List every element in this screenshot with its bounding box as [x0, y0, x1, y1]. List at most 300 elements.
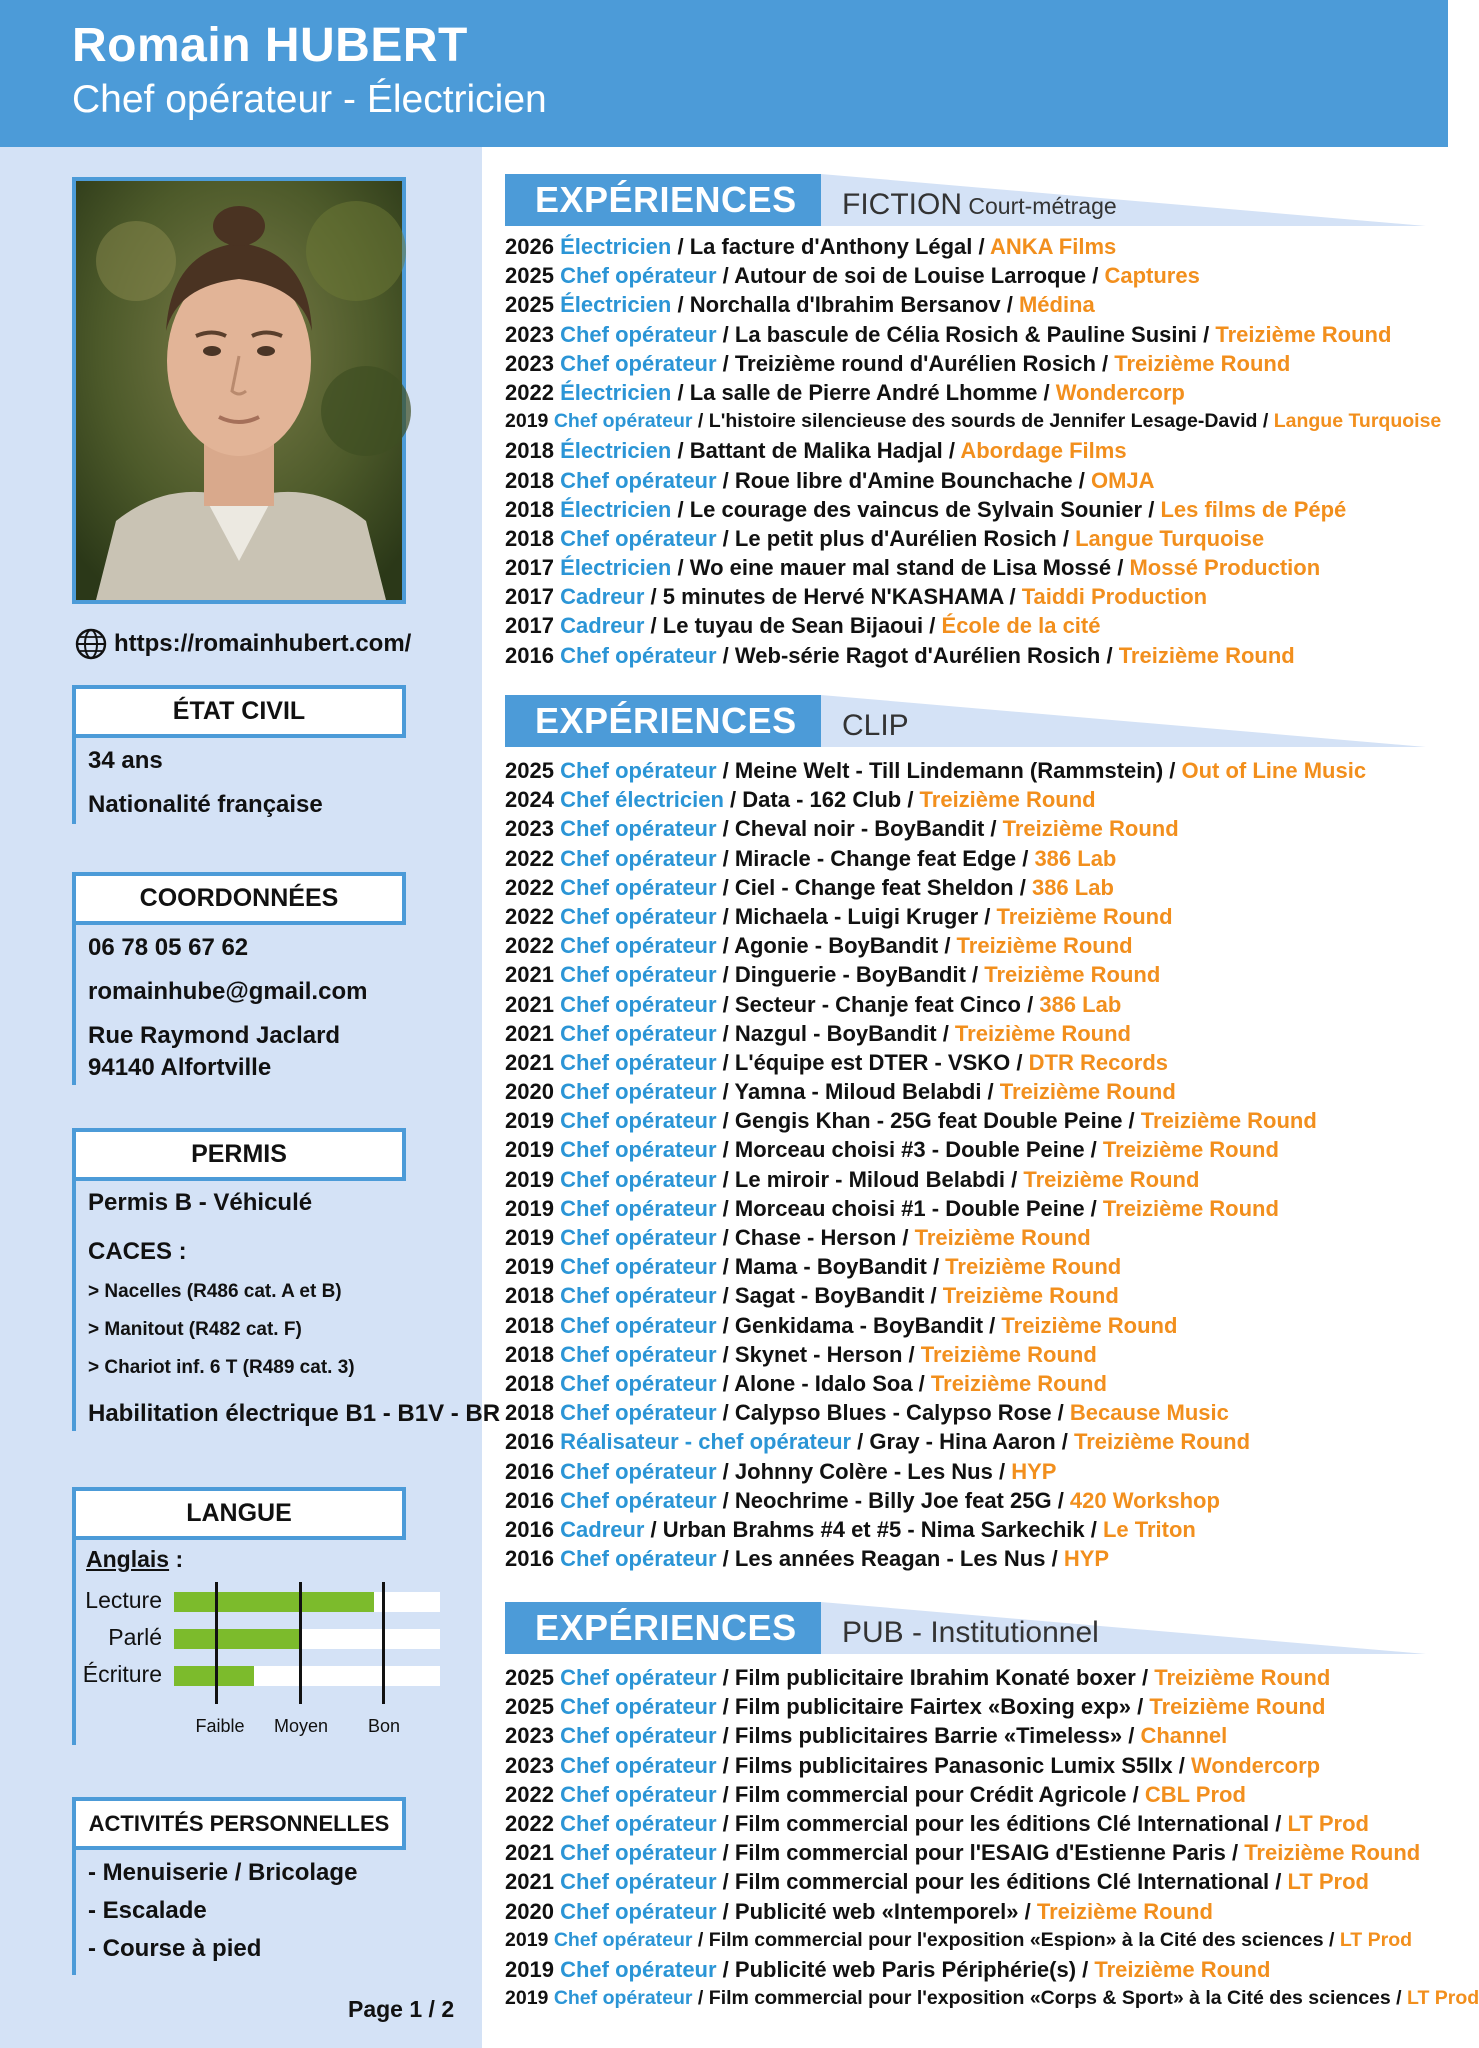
experience-row: [505, 1780, 1479, 1809]
separator: /: [1045, 1546, 1064, 1572]
category-sub: Court-métrage: [962, 193, 1117, 219]
experience-role: Chef opérateur: [560, 1254, 717, 1280]
separator: /: [1225, 1840, 1245, 1866]
separator: /: [716, 1869, 735, 1895]
experience-title: Morceau choisi #3 - Double Peine: [734, 1137, 1085, 1163]
experience-title: Le miroir - Miloud Belabdi: [734, 1166, 1006, 1192]
experience-title: La bascule de Célia Rosich & Pauline Susini: [734, 321, 1198, 347]
experience-production: Channel: [1140, 1723, 1228, 1749]
separator: /: [716, 962, 735, 988]
experience-production: Treizième Round: [1002, 816, 1179, 842]
separator: /: [1086, 263, 1105, 289]
experience-row: [505, 1427, 1366, 1456]
separator: /: [716, 816, 735, 842]
experience-row: [505, 1252, 1366, 1281]
separator: /: [716, 991, 735, 1017]
separator: /: [716, 525, 735, 551]
experience-row: [505, 1457, 1366, 1486]
experience-year: 2022: [505, 903, 554, 929]
heading-label: EXPÉRIENCES: [505, 174, 821, 226]
experience-year: 2021: [505, 1840, 554, 1866]
experience-year: 2023: [505, 1723, 554, 1749]
separator: /: [901, 787, 920, 813]
separator: /: [1323, 1928, 1340, 1951]
experience-year: 2023: [505, 1752, 554, 1778]
experience-year: 2022: [505, 874, 554, 900]
category-main: FICTION: [842, 188, 962, 221]
experience-production: Treizième Round: [945, 1254, 1122, 1280]
experience-production: 386 Lab: [1031, 874, 1114, 900]
experience-role: Chef opérateur: [560, 642, 717, 668]
experience-production: Because Music: [1069, 1400, 1229, 1426]
experience-year: 2022: [505, 1810, 554, 1836]
experience-production: Treizième Round: [1073, 1429, 1251, 1455]
experience-production: Treizième Round: [996, 903, 1173, 929]
experience-role: Chef opérateur: [560, 1312, 717, 1338]
experience-year: 2018: [505, 1312, 554, 1338]
separator: /: [716, 1166, 735, 1192]
experience-row: [505, 1340, 1366, 1369]
experience-year: 2025: [505, 292, 554, 318]
experience-row: [505, 611, 1441, 640]
experience-row: [505, 495, 1441, 524]
experience-year: 2022: [505, 933, 554, 959]
separator: /: [1000, 292, 1019, 318]
experience-production: Mossé Production: [1129, 555, 1321, 581]
experience-year: 2019: [505, 1956, 554, 1982]
experience-role: Chef opérateur: [560, 1694, 717, 1720]
experience-production: 386 Lab: [1034, 845, 1117, 871]
separator: /: [1003, 584, 1022, 610]
experience-title: Yamna - Miloud Belabdi: [734, 1079, 982, 1105]
permis-heading: PERMIS: [72, 1128, 406, 1181]
experience-list-pub: [505, 1663, 1479, 2013]
experience-production: Treizième Round: [930, 1370, 1107, 1396]
separator: /: [1018, 1898, 1037, 1924]
separator: /: [671, 438, 690, 464]
separator: /: [1172, 1752, 1191, 1778]
activity-item: - Course à pied: [88, 1935, 262, 1962]
separator: /: [716, 350, 735, 376]
experience-title: Treizième round d'Aurélien Rosich: [734, 350, 1096, 376]
experience-year: 2019: [505, 410, 549, 433]
separator: /: [1131, 1694, 1150, 1720]
separator: /: [926, 1254, 946, 1280]
experience-year: 2021: [505, 1049, 554, 1075]
separator: /: [716, 467, 735, 493]
experience-title: Le tuyau de Sean Bijaoui: [662, 613, 924, 639]
experience-role: Chef opérateur: [560, 1546, 717, 1572]
experience-title: Web-série Ragot d'Aurélien Rosich: [734, 642, 1101, 668]
separator: /: [1122, 1108, 1141, 1134]
experience-role: Chef opérateur: [560, 1370, 717, 1396]
experience-row: [505, 1281, 1366, 1310]
experience-row: [505, 1751, 1479, 1780]
experience-role: Chef opérateur: [560, 1869, 717, 1895]
experience-title: Skynet - Herson: [734, 1341, 903, 1367]
experience-year: 2018: [505, 1283, 554, 1309]
separator: /: [723, 787, 743, 813]
experience-production: Treizième Round: [942, 1283, 1119, 1309]
experience-title: La salle de Pierre André Lhomme: [689, 379, 1038, 405]
experience-title: Dinguerie - BoyBandit: [734, 962, 966, 988]
experience-row: [505, 1867, 1479, 1896]
section-bar: [72, 1181, 76, 1431]
separator: /: [1390, 1987, 1407, 2010]
experience-role: Chef opérateur: [560, 845, 717, 871]
separator: /: [924, 1283, 943, 1309]
caces-item: > Manitout (R482 cat. F): [88, 1319, 302, 1340]
experience-title: Films publicitaires Barrie «Timeless»: [734, 1723, 1123, 1749]
experience-row: [505, 1048, 1366, 1077]
experience-title: La facture d'Anthony Légal: [689, 234, 973, 259]
separator: /: [1051, 1487, 1070, 1513]
experience-role: Cadreur: [560, 1516, 645, 1542]
activites-heading: ACTIVITÉS PERSONNELLES: [72, 1797, 406, 1850]
experience-row: [505, 436, 1441, 465]
experience-role: Chef opérateur: [553, 1987, 693, 2010]
experience-title: Alone - Idalo Soa: [734, 1370, 913, 1396]
etat-civil-heading: ÉTAT CIVIL: [72, 685, 406, 738]
experience-title: Norchalla d'Ibrahim Bersanov: [689, 292, 1001, 318]
scale-label: Moyen: [273, 1716, 329, 1736]
scale-tick: [215, 1582, 218, 1704]
experience-row: [505, 873, 1366, 902]
separator: /: [896, 1225, 915, 1250]
section-heading-clip: [505, 695, 1425, 747]
experience-year: 2016: [505, 1546, 554, 1572]
email: romainhube@gmail.com: [88, 978, 368, 1005]
separator: /: [1126, 1781, 1145, 1807]
section-bar: [72, 925, 76, 1085]
experience-production: École de la cité: [941, 613, 1101, 639]
separator: /: [923, 613, 942, 639]
experience-year: 2018: [505, 1341, 554, 1367]
separator: /: [716, 1137, 735, 1163]
experience-role: Électricien: [560, 555, 672, 581]
separator: /: [1163, 758, 1182, 783]
separator: /: [716, 1840, 735, 1866]
experience-production: Treizième Round: [954, 1020, 1131, 1046]
experience-row: [505, 553, 1441, 582]
experience-role: Chef opérateur: [560, 350, 717, 376]
experience-year: 2025: [505, 263, 554, 289]
heading-label: EXPÉRIENCES: [505, 695, 821, 747]
separator: /: [1269, 1810, 1288, 1836]
experience-title: Gray - Hina Aaron: [869, 1429, 1056, 1455]
experience-production: CBL Prod: [1144, 1781, 1246, 1807]
permis-b: Permis B - Véhiculé: [88, 1189, 313, 1216]
separator: /: [1084, 1516, 1103, 1542]
separator: /: [1013, 874, 1032, 900]
separator: /: [983, 1312, 1002, 1338]
experience-role: Cadreur: [560, 613, 645, 639]
separator: /: [716, 263, 735, 289]
experience-row: [505, 320, 1441, 349]
experience-role: Électricien: [560, 438, 672, 464]
separator: /: [671, 496, 690, 522]
section-bar: [72, 1850, 76, 1975]
separator: /: [1257, 410, 1274, 433]
experience-role: Chef opérateur: [560, 962, 717, 988]
experience-title: Roue libre d'Amine Bounchache: [734, 467, 1073, 493]
experience-year: 2020: [505, 1079, 554, 1105]
experience-year: 2019: [505, 1195, 554, 1221]
habilitation: Habilitation électrique B1 - B1V - BR: [88, 1400, 501, 1427]
experience-title: Film commercial pour l'exposition «Espion» à la Cité des sciences: [708, 1928, 1324, 1951]
experience-year: 2025: [505, 758, 554, 783]
experience-year: 2023: [505, 816, 554, 842]
experience-year: 2025: [505, 1665, 554, 1690]
profile-photo: [72, 177, 406, 604]
experience-production: Treizième Round: [1118, 642, 1295, 668]
experience-title: Data - 162 Club: [742, 787, 902, 813]
experience-role: Chef opérateur: [560, 933, 717, 959]
separator: /: [716, 1487, 735, 1513]
experience-role: Chef opérateur: [560, 903, 717, 929]
separator: /: [851, 1429, 870, 1455]
page-number: Page 1 / 2: [348, 1996, 455, 2022]
scale-tick: [299, 1582, 302, 1704]
experience-role: Chef opérateur: [560, 525, 717, 551]
experience-year: 2026: [505, 234, 554, 259]
experience-year: 2022: [505, 379, 554, 405]
experience-year: 2019: [505, 1254, 554, 1280]
experience-row: [505, 1544, 1366, 1573]
experience-production: Treizième Round: [1149, 1694, 1326, 1720]
experience-production: Le Triton: [1102, 1516, 1196, 1542]
heading-category: [842, 188, 1117, 222]
experience-role: Chef opérateur: [553, 1928, 693, 1951]
experience-title: Miracle - Change feat Edge: [734, 845, 1017, 871]
experience-row: [505, 1019, 1366, 1048]
separator: /: [1142, 496, 1161, 522]
separator: /: [1084, 1137, 1103, 1163]
experience-production: Treizième Round: [1102, 1137, 1279, 1163]
experience-row: [505, 1897, 1479, 1926]
experience-role: Chef opérateur: [560, 1898, 717, 1924]
experience-year: 2017: [505, 584, 554, 610]
experience-role: Chef opérateur: [560, 1665, 717, 1690]
experience-year: 2018: [505, 496, 554, 522]
experience-row: [505, 1398, 1366, 1427]
scale-label: Faible: [195, 1716, 245, 1736]
experience-role: Chef opérateur: [560, 321, 717, 347]
experience-row: [505, 407, 1441, 436]
experience-role: Chef opérateur: [560, 1752, 717, 1778]
website-url: https://romainhubert.com/: [114, 630, 412, 657]
header-banner: [0, 0, 1448, 147]
category-main: CLIP: [842, 709, 909, 742]
experience-year: 2019: [505, 1928, 549, 1951]
separator: /: [938, 933, 957, 959]
separator: /: [716, 1049, 735, 1075]
separator: /: [716, 1665, 735, 1690]
experience-production: Treizième Round: [1023, 1166, 1200, 1192]
experience-production: 420 Workshop: [1069, 1487, 1220, 1513]
separator: /: [1055, 1429, 1074, 1455]
experience-production: Wondercorp: [1190, 1752, 1321, 1778]
skill-label: Écriture: [82, 1661, 162, 1687]
separator: /: [644, 613, 663, 639]
experience-role: Électricien: [560, 379, 672, 405]
separator: /: [1037, 379, 1056, 405]
separator: /: [1100, 642, 1119, 668]
experience-role: Chef opérateur: [560, 1810, 717, 1836]
experience-production: HYP: [1063, 1546, 1110, 1572]
experience-year: 2017: [505, 613, 554, 639]
separator: /: [692, 410, 709, 433]
separator: /: [644, 1516, 663, 1542]
experience-year: 2024: [505, 787, 554, 813]
experience-title: Morceau choisi #1 - Double Peine: [734, 1195, 1085, 1221]
experience-year: 2020: [505, 1898, 554, 1924]
experience-title: Publicité web Paris Périphérie(s): [734, 1956, 1077, 1982]
portrait-image: [76, 181, 402, 600]
experience-row: [505, 1721, 1479, 1750]
experience-row: [505, 1984, 1479, 2013]
experience-role: Cadreur: [560, 584, 645, 610]
experience-role: Chef électricien: [560, 787, 724, 813]
experience-row: [505, 1809, 1479, 1838]
experience-row: [505, 582, 1441, 611]
experience-row: [505, 1692, 1479, 1721]
separator: /: [1020, 991, 1040, 1017]
experience-year: 2018: [505, 1400, 554, 1426]
separator: /: [716, 1546, 735, 1572]
experience-role: Chef opérateur: [560, 1108, 717, 1134]
experience-title: Secteur - Chanje feat Cinco: [734, 991, 1021, 1017]
separator: /: [671, 555, 690, 581]
separator: /: [671, 234, 690, 259]
separator: /: [716, 1400, 735, 1426]
language-label: Anglais: [86, 1546, 170, 1572]
experience-role: Chef opérateur: [560, 816, 717, 842]
separator: /: [716, 845, 735, 871]
experience-row: [505, 814, 1366, 843]
experience-row: [505, 1106, 1366, 1135]
experience-title: Meine Welt - Till Lindemann (Rammstein): [734, 758, 1164, 783]
separator: /: [716, 1195, 735, 1221]
experience-year: 2019: [505, 1987, 549, 2010]
experience-title: Neochrime - Billy Joe feat 25G: [734, 1487, 1052, 1513]
section-heading-fiction: [505, 174, 1425, 226]
experience-title: Michaela - Luigi Kruger: [734, 903, 979, 929]
experience-row: [505, 349, 1441, 378]
experience-title: Publicité web «Intemporel»: [734, 1898, 1019, 1924]
experience-role: Chef opérateur: [560, 1166, 717, 1192]
activity-item: - Menuiserie / Bricolage: [88, 1859, 358, 1886]
experience-production: Treizième Round: [1001, 1312, 1178, 1338]
separator: /: [692, 1987, 709, 2010]
experience-row: [505, 1515, 1366, 1544]
separator: /: [936, 1020, 955, 1046]
experience-title: L'histoire silencieuse des sourds de Jennifer Lesage-David: [708, 410, 1258, 433]
nationality: Nationalité française: [88, 791, 323, 818]
experience-year: 2016: [505, 1487, 554, 1513]
experience-role: Chef opérateur: [560, 1341, 717, 1367]
experience-title: Johnny Colère - Les Nus: [734, 1458, 993, 1484]
address-street: Rue Raymond Jaclard: [88, 1022, 341, 1049]
experience-row: [505, 1926, 1479, 1955]
experience-row: [505, 1135, 1366, 1164]
separator: /: [1269, 1869, 1288, 1895]
experience-title: Cheval noir - BoyBandit: [734, 816, 985, 842]
experience-row: [505, 232, 1441, 261]
experience-title: Films publicitaires Panasonic Lumix S5IIx: [734, 1752, 1173, 1778]
experience-row: [505, 466, 1441, 495]
separator: /: [716, 1020, 735, 1046]
skill-label: Lecture: [85, 1587, 162, 1613]
skill-bar-ecriture: [174, 1666, 254, 1686]
separator: /: [1135, 1665, 1155, 1690]
experience-year: 2023: [505, 321, 554, 347]
separator: /: [716, 1898, 735, 1924]
phone: 06 78 05 67 62: [88, 934, 249, 961]
experience-row: [505, 902, 1366, 931]
experience-row: [505, 1077, 1366, 1106]
experience-production: Treizième Round: [919, 787, 1096, 813]
experience-year: 2025: [505, 1694, 554, 1720]
experience-role: Chef opérateur: [560, 1400, 717, 1426]
experience-production: Treizième Round: [956, 933, 1133, 959]
separator: /: [972, 234, 990, 259]
experience-role: Chef opérateur: [560, 1225, 717, 1250]
separator: /: [716, 1458, 735, 1484]
language-name: [86, 1544, 183, 1575]
experience-title: Chase - Herson: [734, 1225, 897, 1250]
experience-role: Chef opérateur: [560, 1195, 717, 1221]
separator: /: [1095, 350, 1115, 376]
experience-list-fiction: [505, 232, 1441, 670]
experience-year: 2023: [505, 350, 554, 376]
separator: /: [671, 292, 690, 318]
experience-production: Les films de Pépé: [1160, 496, 1347, 522]
experience-production: Treizième Round: [1094, 1956, 1271, 1982]
separator: /: [1122, 1723, 1141, 1749]
separator: /: [1072, 467, 1091, 493]
experience-production: Langue Turquoise: [1075, 525, 1265, 551]
experience-year: 2017: [505, 555, 554, 581]
experience-year: 2018: [505, 525, 554, 551]
separator: /: [912, 1370, 931, 1396]
experience-year: 2021: [505, 962, 554, 988]
separator: /: [716, 642, 735, 668]
experience-production: Médina: [1018, 292, 1095, 318]
separator: /: [716, 1810, 735, 1836]
separator: /: [716, 1956, 735, 1982]
experience-production: Treizième Round: [1102, 1195, 1279, 1221]
experience-title: Nazgul - BoyBandit: [734, 1020, 937, 1046]
heading-category: [842, 1616, 1099, 1650]
separator: /: [942, 438, 961, 464]
separator: /: [716, 1341, 735, 1367]
experience-production: Abordage Films: [960, 438, 1127, 464]
skill-bar-lecture: [174, 1592, 374, 1612]
experience-production: 386 Lab: [1039, 991, 1122, 1017]
language-colon: :: [169, 1546, 184, 1572]
experience-role: Chef opérateur: [560, 1283, 717, 1309]
experience-role: Chef opérateur: [560, 758, 717, 783]
person-role: Chef opérateur - Électricien: [72, 78, 547, 121]
experience-row: [505, 261, 1441, 290]
separator: /: [716, 1283, 735, 1309]
experience-year: 2018: [505, 438, 554, 464]
experience-year: 2018: [505, 467, 554, 493]
section-bar: [72, 1540, 76, 1745]
website-link[interactable]: [74, 627, 411, 661]
experience-row: [505, 1311, 1366, 1340]
